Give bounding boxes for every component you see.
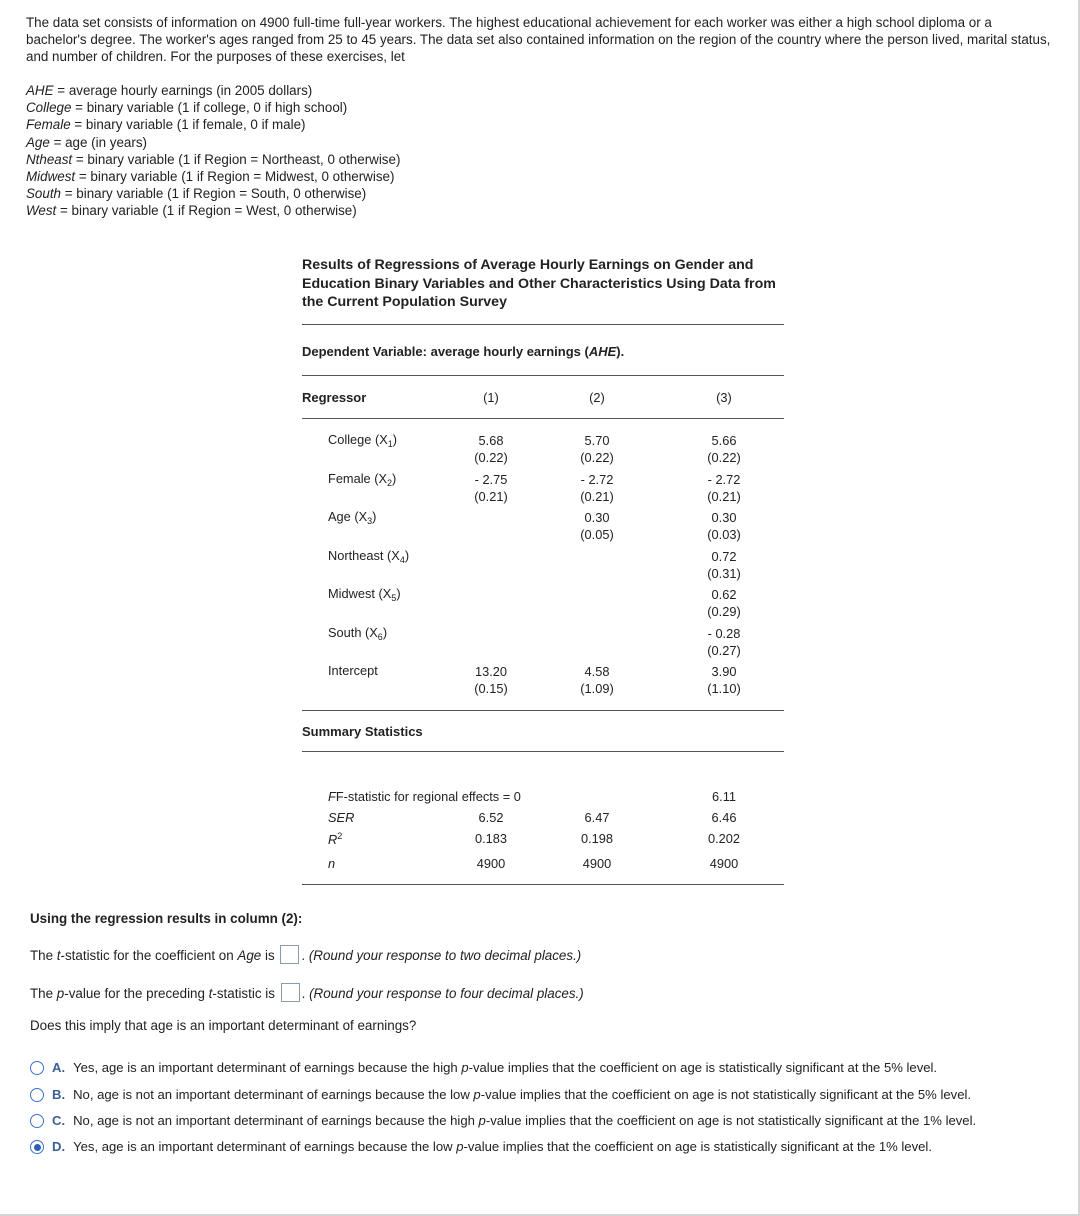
column-header-3: (3) <box>716 390 732 405</box>
table-rule <box>302 751 784 752</box>
ser-col3: 6.46 <box>711 810 737 825</box>
t-prefix-a: The <box>30 948 57 963</box>
question-heading: Using the regression results in column (2): <box>30 911 303 926</box>
def-desc: = binary variable (1 if Region = Midwest, 0 otherwise) <box>78 169 395 185</box>
regressor-close: ) <box>372 509 377 524</box>
std-error-cell: (0.22) <box>580 450 614 465</box>
def-desc: = binary variable (1 if female, 0 if male) <box>74 117 306 133</box>
choice-c[interactable] <box>30 1113 976 1128</box>
choice-p: p <box>473 1087 481 1102</box>
choice-b[interactable] <box>30 1087 971 1102</box>
choice-letter: C. <box>52 1113 66 1128</box>
choice-pre: No, age is not an important determinant of earnings because the high <box>73 1113 479 1128</box>
def-female <box>26 116 726 133</box>
regressor-close: ) <box>396 586 401 601</box>
coefficient-cell: 4.58 <box>584 664 610 679</box>
column-header-2: (2) <box>589 390 605 405</box>
regressor-label-text: Female (X <box>328 470 388 486</box>
t-prefix-e: is <box>261 948 275 963</box>
r2-label <box>328 831 342 847</box>
def-name: AHE <box>26 83 54 98</box>
regressor-subscript: 3 <box>367 516 373 526</box>
regressor-label-text: South (X <box>328 624 378 640</box>
radio-icon[interactable] <box>30 1114 44 1128</box>
choice-p: p <box>461 1060 469 1075</box>
def-desc: = age (in years) <box>53 134 147 150</box>
n-col1: 4900 <box>476 856 506 871</box>
coefficient-cell: 0.30 <box>584 510 610 525</box>
choice-post: -value implies that the coefficient on age is not statistically significant at the 1% level. <box>485 1113 977 1128</box>
regressor-subscript: 1 <box>387 439 393 449</box>
dep-var-suffix: ). <box>616 344 625 359</box>
radio-icon[interactable] <box>30 1088 44 1102</box>
p-prefix-c: -value for the preceding <box>64 986 209 1001</box>
imply-question: Does this imply that age is an important determinant of earnings? <box>30 1018 417 1033</box>
p-value-input[interactable] <box>281 983 300 1002</box>
def-desc: = binary variable (1 if Region = South, 0 otherwise) <box>64 186 367 202</box>
def-name: West <box>26 203 57 219</box>
r2-sup: 2 <box>337 831 343 841</box>
table-rule <box>302 884 784 885</box>
table-rule <box>302 710 784 711</box>
radio-icon[interactable] <box>30 1061 44 1075</box>
std-error-cell: (0.15) <box>474 681 508 696</box>
def-name: South <box>26 186 61 202</box>
std-error-cell: (0.27) <box>707 642 741 658</box>
regressor-label-text: Intercept <box>328 663 378 678</box>
choice-post: -value implies that the coefficient on age is statistically significant at the 5% level. <box>468 1060 938 1075</box>
regressor-close: ) <box>392 432 398 447</box>
ser-col1: 6.52 <box>478 810 504 825</box>
t-prefix-d: Age <box>237 948 262 963</box>
regressor-label-text: Midwest (X <box>328 586 392 601</box>
r2-col3: 0.202 <box>707 831 741 846</box>
regressor-close: ) <box>382 624 388 640</box>
def-desc: = binary variable (1 if college, 0 if high school) <box>75 100 348 116</box>
regressor-subscript: 4 <box>399 554 405 565</box>
choice-letter: D. <box>52 1139 66 1154</box>
table-title: Results of Regressions of Average Hourly Earnings on Gender and Education Binary Variables and Other Characteristics Using Data from the Current Population Survey <box>302 257 776 310</box>
choice-pre: Yes, age is an important determinant of earnings because the low <box>73 1139 457 1154</box>
choice-p: p <box>456 1139 464 1154</box>
def-desc: = binary variable (1 if Region = West, 0 otherwise) <box>60 203 357 219</box>
def-desc: = binary variable (1 if Region = Northeast, 0 otherwise) <box>75 151 401 167</box>
def-name: Midwest <box>26 169 76 185</box>
radio-selected-icon[interactable] <box>30 1140 44 1154</box>
def-ntheast <box>26 151 726 168</box>
regressor-subscript: 6 <box>377 631 383 642</box>
coefficient-cell: - 0.28 <box>707 625 741 641</box>
regressor-close: ) <box>392 470 397 486</box>
p-value-question: The p-value for the preceding t-statistic is . (Round your response to four decimal places.) <box>30 983 584 1002</box>
dep-var-prefix: Dependent Variable: average hourly earnings ( <box>302 344 589 359</box>
p-prefix-e: -statistic is <box>212 986 275 1001</box>
coefficient-cell: 0.72 <box>711 548 737 564</box>
choice-letter: B. <box>52 1087 66 1102</box>
std-error-cell: (0.31) <box>707 565 741 581</box>
def-west <box>26 202 726 219</box>
regression-table-title <box>302 256 784 312</box>
r2-col2: 0.198 <box>580 831 614 846</box>
regressor-subscript: 2 <box>387 477 393 488</box>
intro-paragraph: The data set consists of information on 4900 full-time full-year workers. The highest educational achievement for each worker was either a high school diploma or a bachelor's degree. The worker's ages ranged from 25 to 45 years. The data set also contained information on the region of the country where the person lived, marital status, and number of children. For the purposes of these exercises, let <box>26 15 1051 64</box>
dep-var-name: AHE <box>588 344 617 359</box>
coefficient-cell: - 2.75 <box>474 471 508 487</box>
regressor-label <box>328 509 376 526</box>
t-prefix-b: t <box>56 948 61 963</box>
choice-a[interactable] <box>30 1060 937 1075</box>
table-rule <box>302 418 784 419</box>
regressor-label <box>328 471 396 488</box>
p-prefix-a: The <box>30 986 57 1001</box>
def-ahe <box>26 82 726 99</box>
t-stat-hint: (Round your response to two decimal places.) <box>308 948 582 963</box>
table-rule <box>302 324 784 325</box>
def-midwest <box>26 168 726 185</box>
fstat-text: F-statistic for regional effects = 0 <box>335 789 521 804</box>
def-name: Age <box>26 134 50 150</box>
def-name: Ntheast <box>26 151 73 167</box>
std-error-cell: (0.21) <box>707 488 741 504</box>
def-name: Female <box>26 117 71 133</box>
coefficient-cell: 5.68 <box>478 433 504 448</box>
def-age <box>26 134 726 151</box>
coefficient-cell: - 2.72 <box>707 471 741 487</box>
ser-col2: 6.47 <box>584 810 610 825</box>
regressor-label <box>328 625 387 642</box>
coefficient-cell: 5.70 <box>584 433 610 448</box>
fstat-label <box>328 789 521 804</box>
std-error-cell: (0.21) <box>474 488 508 504</box>
choice-letter: A. <box>52 1060 66 1075</box>
fstat-col3: 6.11 <box>712 789 736 804</box>
regressor-label <box>328 432 397 449</box>
std-error-cell: (0.22) <box>707 450 741 465</box>
dependent-variable <box>302 344 624 359</box>
def-college <box>26 99 726 116</box>
def-desc: = average hourly earnings (in 2005 dollars) <box>57 83 313 98</box>
summary-header: Summary Statistics <box>302 724 423 739</box>
choice-pre: Yes, age is an important determinant of earnings because the high <box>73 1060 462 1075</box>
regressor-label-text: Age (X <box>328 509 368 524</box>
std-error-cell: (0.22) <box>474 450 508 465</box>
coefficient-cell: 0.62 <box>711 587 737 602</box>
n-col3: 4900 <box>709 856 739 871</box>
t-stat-input[interactable] <box>280 945 299 964</box>
std-error-cell: (0.05) <box>580 527 614 542</box>
choice-post: -value implies that the coefficient on age is statistically significant at the 1% level. <box>463 1139 932 1154</box>
coefficient-cell: - 2.72 <box>580 471 614 487</box>
std-error-cell: (0.29) <box>707 604 741 619</box>
variable-definitions <box>26 82 726 220</box>
coefficient-cell: 3.90 <box>711 664 737 679</box>
regressor-close: ) <box>404 547 410 563</box>
column-header-1: (1) <box>483 390 499 405</box>
coefficient-cell: 13.20 <box>474 664 508 679</box>
p-prefix-d: t <box>208 986 213 1001</box>
regressor-label-text: College (X <box>328 432 388 447</box>
p-value-hint: (Round your response to four decimal places.) <box>309 986 584 1001</box>
t-stat-question: The t-statistic for the coefficient on Age is . (Round your response to two decimal places.) <box>30 945 581 964</box>
std-error-cell: (0.03) <box>707 527 741 542</box>
n-label: n <box>328 856 336 871</box>
def-south <box>26 185 726 202</box>
regressor-label <box>328 548 409 565</box>
choice-p: p <box>478 1113 486 1128</box>
p-prefix-b: p <box>56 986 65 1001</box>
n-col2: 4900 <box>582 856 612 871</box>
r2-col1: 0.183 <box>474 831 508 846</box>
regressor-label <box>328 586 401 603</box>
regressor-label-text: Northeast (X <box>328 547 400 563</box>
coefficient-cell: 5.66 <box>711 433 737 448</box>
regressor-label <box>328 663 378 680</box>
r2-r: R <box>328 832 338 847</box>
regressor-header: Regressor <box>302 390 367 405</box>
std-error-cell: (1.09) <box>580 681 614 696</box>
fstat-f: F <box>328 789 336 804</box>
choice-pre: No, age is not an important determinant of earnings because the low <box>73 1087 474 1102</box>
choice-d[interactable] <box>30 1139 932 1154</box>
table-rule <box>302 375 784 376</box>
t-prefix-c: -statistic for the coefficient on <box>60 948 238 963</box>
def-name: College <box>26 100 72 116</box>
ser-label: SER <box>328 810 355 825</box>
coefficient-cell: 0.30 <box>711 510 737 525</box>
std-error-cell: (0.21) <box>580 488 614 504</box>
regressor-subscript: 5 <box>391 593 397 603</box>
std-error-cell: (1.10) <box>707 681 741 696</box>
choice-post: -value implies that the coefficient on age is not statistically significant at the 5% level. <box>480 1087 972 1102</box>
